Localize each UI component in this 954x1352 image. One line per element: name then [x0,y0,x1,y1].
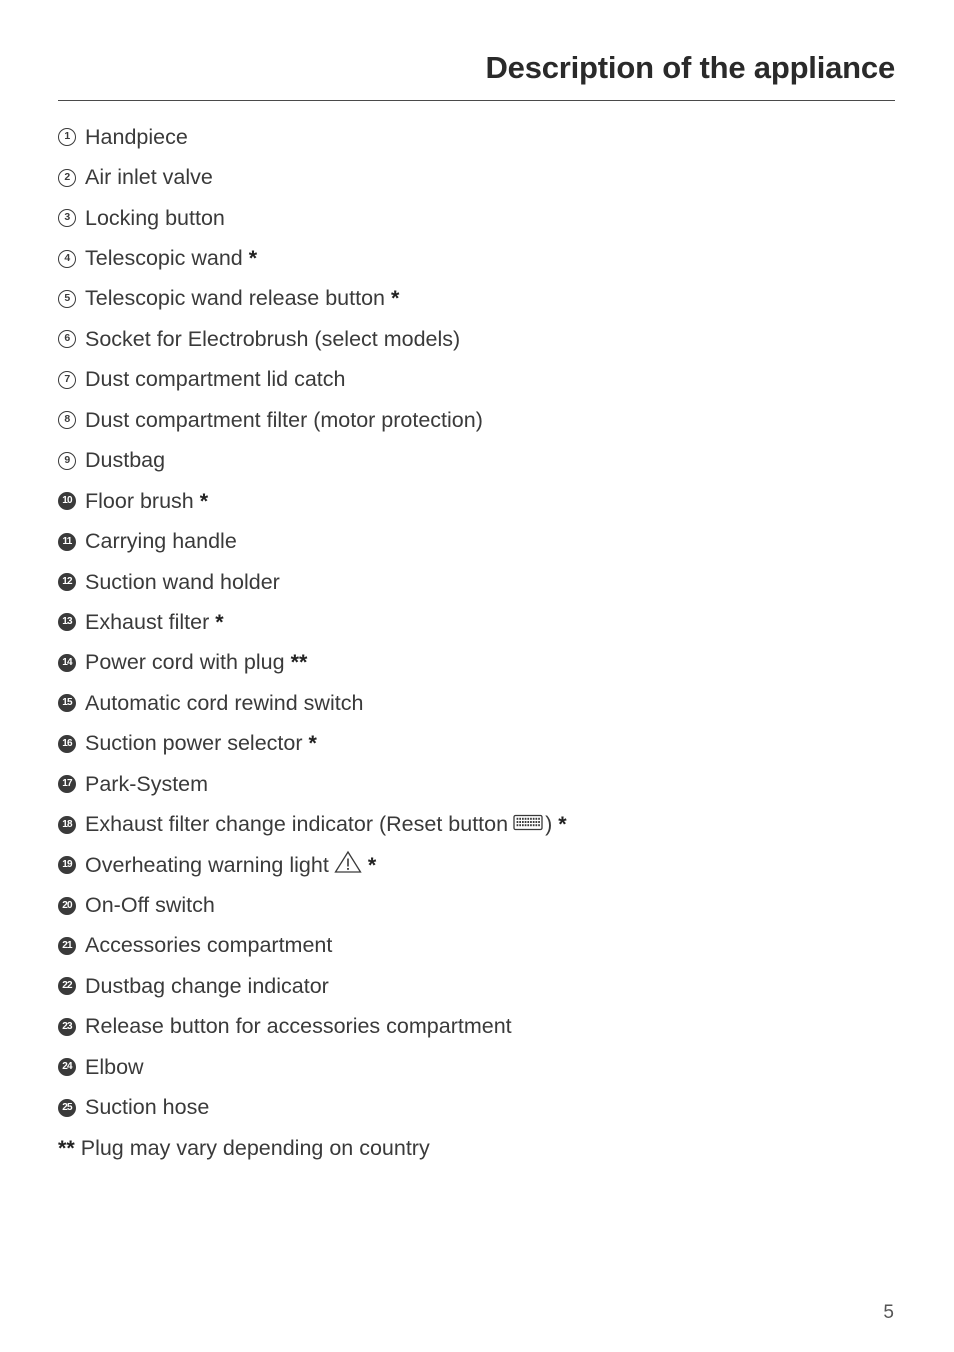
item-number: 2 [58,169,76,187]
item-label: Automatic cord rewind switch [85,690,364,715]
list-item [58,804,567,844]
item-label: Suction wand holder [85,569,280,594]
footnote-mark: ** [58,1135,75,1160]
item-number: 10 [58,492,76,510]
list-item [58,683,567,723]
list-item [58,764,567,804]
page-title: Description of the appliance [485,50,895,85]
item-number: 4 [58,250,76,268]
item-label: Dust compartment filter (motor protection) [85,407,483,432]
item-number: 20 [58,897,76,915]
list-item [58,602,567,642]
parts-list [58,117,567,1128]
list-item [58,643,567,683]
footnote-marker: ** [290,650,308,675]
item-number: 17 [58,775,76,793]
item-number: 11 [58,533,76,551]
list-item [58,319,567,359]
item-number: 16 [58,735,76,753]
item-label: Suction power selector [85,731,303,756]
item-label: Exhaust filter change indicator (Reset button [85,812,509,837]
list-item [58,926,567,966]
item-number: 9 [58,452,76,470]
item-number: 22 [58,977,76,995]
list-item [58,885,567,925]
list-item [58,481,567,521]
item-number: 5 [58,290,76,308]
list-item [58,966,567,1006]
item-label: Suction hose [85,1095,210,1120]
list-item [58,117,567,157]
item-label: Elbow [85,1054,144,1079]
footnote-marker: * [199,488,209,513]
item-label: Floor brush [85,488,194,513]
item-label: Accessories compartment [85,933,333,958]
item-number: 19 [58,856,76,874]
item-number: 1 [58,128,76,146]
list-item [58,724,567,764]
item-number: 13 [58,613,76,631]
list-item [58,360,567,400]
list-item [58,400,567,440]
item-label-suffix: ) [545,812,553,837]
page-number: 5 [883,1302,894,1323]
list-item [58,1088,567,1128]
list-item [58,1047,567,1087]
item-label: Carrying handle [85,529,237,554]
item-number: 25 [58,1099,76,1117]
item-number: 18 [58,816,76,834]
list-item [58,562,567,602]
item-label: Telescopic wand [85,246,243,271]
item-number: 24 [58,1058,76,1076]
item-label: On-Off switch [85,893,215,918]
item-number: 15 [58,694,76,712]
list-item [58,279,567,319]
list-item [58,198,567,238]
item-label: Dustbag change indicator [85,973,329,998]
item-label: Locking button [85,205,225,230]
footnote-marker: * [367,852,377,877]
item-label: Exhaust filter [85,609,210,634]
item-label: Park-System [85,771,209,796]
warning-triangle-icon [334,850,362,880]
item-number: 23 [58,1018,76,1036]
keyboard-icon [513,812,543,837]
footnote-marker: * [308,731,317,756]
item-number: 8 [58,411,76,429]
list-item [58,238,567,278]
item-label: Release button for accessories compartment [85,1014,512,1039]
item-label: Telescopic wand release button [85,286,385,311]
item-number: 3 [58,209,76,227]
item-number: 6 [58,330,76,348]
item-number: 21 [58,937,76,955]
list-item [58,157,567,197]
item-label: Socket for Electrobrush (select models) [85,326,461,351]
item-label: Power cord with plug [85,650,285,675]
footnote-text: Plug may vary depending on country [80,1135,430,1160]
title-divider [58,100,895,101]
footnote [58,1128,430,1168]
item-label: Dust compartment lid catch [85,367,346,392]
list-item [58,845,567,885]
list-item [58,521,567,561]
list-item [58,1007,567,1047]
item-label: Air inlet valve [85,165,213,190]
item-label: Overheating warning light [85,852,329,877]
item-number: 14 [58,654,76,672]
footnote-marker: * [558,812,567,837]
item-label: Dustbag [85,448,166,473]
item-number: 12 [58,573,76,591]
item-label: Handpiece [85,124,188,149]
list-item [58,441,567,481]
footnote-marker: * [248,246,258,271]
footnote-marker: * [215,609,224,634]
item-number: 7 [58,371,76,389]
footnote-marker: * [391,286,400,311]
